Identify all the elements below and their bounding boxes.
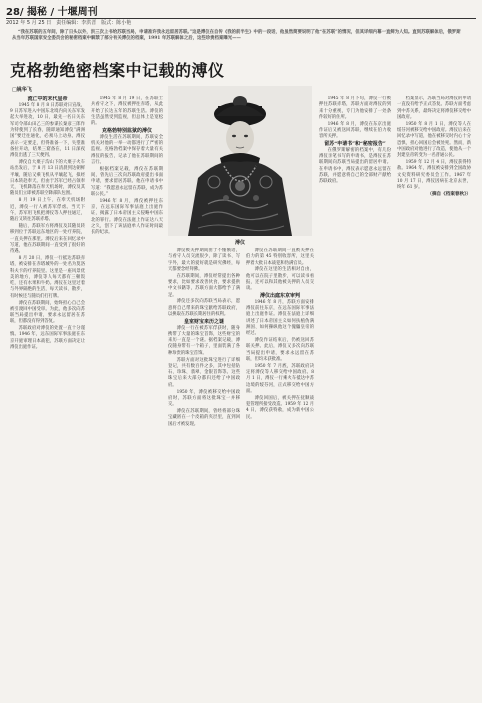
paragraph: 溥仪还多次向苏联当局表示，愿意将自己带来的珠宝献给苏联政府，以换取在苏联长期居住的权利。 xyxy=(168,299,240,317)
paragraph: 根据档案记载，溥仪在苏联期间，曾先后三次向苏联政府提出书面申请，要求留居苏联。他在申请书中写道：“我愿意永远留在苏联，成为苏联公民。” xyxy=(91,166,163,197)
source-note: （摘自《档案春秋》） xyxy=(427,191,471,197)
subhead-4: 溥仪出庭东京审判 xyxy=(259,293,300,300)
portrait-photo xyxy=(168,86,312,236)
paragraph: 溥仪在苏联期间，曾经将部分珠宝藏匿在一个皮箱的夹层里，直到回国后才被发现。 xyxy=(168,408,240,427)
paragraph: 溥仪作证结束后，仍被送回苏联关押。此后，溥仪又多次向苏联当局提出申请，要求永远留在苏联，但均未获批准。 xyxy=(246,338,314,363)
paragraph: 溥仪生活在苏联期间，苏联安全机关对他的一举一动都进行了严密的监视。克格勃档案中保存着大量有关溥仪的报告，记录了他在苏联期间的言行。 xyxy=(91,134,163,165)
paragraph: 在苏联期间，溥仪经常提出各种要求，比如要求改善伙食，要求提供中文书籍等，苏联方面大都给予了满足。 xyxy=(168,273,240,298)
paragraph: 1959 年 12 月 4 日，溥仪获得特赦。1964 年，溥仪被安排到全国政协文史资料研究委员会工作。1967 年 10 月 17 日，溥仪因病在北京去世，终年 61 岁。 xyxy=(397,159,471,191)
page-label: 28/ 揭秘 / 十堰周刊 xyxy=(6,7,98,18)
paragraph: 溥仪被关押期间由于不懂俄语，与看守人员交流很少，除了读书、写字外，最大的爱好就是研究佛经，每天都要念经拜佛。 xyxy=(168,248,240,272)
paragraph: 1946 年 8 月，溥仪被押往东京，在远东国际军事法庭上出庭作证，揭露了日本帝国主义侵略中国东北的罪行。溥仪在法庭上作证达八天之久，创下了该法庭单人作证时间最长的纪录。 xyxy=(91,198,163,236)
portrait-figure-icon xyxy=(168,86,312,236)
paragraph: 1946 年 8 月，溥仪在东京出庭作证后又被送回苏联，继续在伯力收容所关押。 xyxy=(319,121,391,140)
paragraph: 溥仪一行在被苏军俘获时，随身携带了大量的珠宝首饰，这些财宝的来历一直是一个谜。据档案记载，溥仪随身带有一个箱子，里面装满了各种珍贵的珠宝首饰。 xyxy=(168,325,240,356)
subhead-1: 流亡中的末代皇帝 xyxy=(27,96,68,102)
paragraph: 溥仪自大栗子沟山下的大栗子火车站出发后，于 8 月 13 日清晨到达朝鲜平壤，随后又乘飞机从平壤起飞，拟经日本转赴奉天。但由于苏军已经占领奉天，飞机降落在奉天机场时，溥仪及其随员们立即被苏联空降部队包围。 xyxy=(10,159,85,197)
paragraph: 苏联方面对这批珠宝进行了详细登记，共有数百件之多，其中包括钻石、珍珠、翡翠、金银首饰等。这些珠宝后来大部分都归还给了中国政府。 xyxy=(168,357,240,388)
paragraph: 溥仪在苏联期间一直被关押在伯力的第 45 特别收容所，这里关押着大批日本战犯和伪满官员。 xyxy=(246,248,314,266)
paragraph: 1945 年 8 月 19 日，在苏联士兵看守之下，溥仪被押往赤塔，从此开始了长达五年的苏联生活。溥仪的生活虽然受到监视，但总体上是宽松的。 xyxy=(91,96,163,127)
column-6 xyxy=(397,96,471,694)
paragraph: 溥仪在苏联期间，始终担心自己会被引渡回中国受审。为此，他多次向苏联当局提出申请，要求永远留居在苏联，但都没有得到答复。 xyxy=(10,300,85,325)
paragraph: 1950 年 7 月底，苏联政府决定将溥仪等人移交给中国政府。8 月 1 日，溥仪一行乘火车抵达中苏边境的绥芬河，正式移交给中国方面。 xyxy=(246,363,314,395)
column-4 xyxy=(246,248,314,694)
paragraph: 1945 年 8 月 8 日苏联对日宣战，9 日苏军进入中国东北境内向关东军发起大举进攻，10 日，最先一名日关东军司令部山田乙三的参谋长秦彦三郎作为特使到了长春，随即通知溥仪“满洲国”要迁往通化，必须马上动身。溥仪表示一定要走，但得准备一下，失望准备拉开动，结果三窟备在，11 日深夜溥仪出逃了三天便到。 xyxy=(10,102,85,159)
paragraph: 8 月 19 日上午，在奉天机场附近，溥仪一行人被苏军俘虏。当天下午，苏军用飞机把溥仪等人押往通辽，随后又转往苏联赤塔。 xyxy=(10,198,85,223)
article-title: 克格勃绝密档案中记载的溥仪 xyxy=(10,61,225,80)
paragraph: 随后，苏联军方将溥仪及其随员转移到位于苏联远东地区的一处疗养院，一直关押在那里。溥仪后来在回忆录中写道，他在苏联期间一直受到了很好的待遇。 xyxy=(10,223,85,255)
photo-caption: 溥仪 xyxy=(234,240,245,246)
paragraph: 1945 年 8 月下旬，溥仪一行被押往苏联赤塔，苏联方面对溥仪的到来十分重视，专门为他安排了一处条件较好的住所。 xyxy=(319,96,391,120)
column-5 xyxy=(319,96,391,694)
paragraph: 苏联政府对溥仪的处置一直十分谨慎。1946 年，远东国际军事法庭在东京开庭审理日本战犯，苏联方面决定让溥仪出庭作证。 xyxy=(10,326,85,351)
paragraph: 在俄罗斯解密的档案中，有几份溥仪亲笔书写的申请书，是溥仪在苏联期间向苏联当局提出的留居申请。在申请书中，溥仪表示愿意永远留在苏联，并愿意将自己的全部财产献给苏联政府。 xyxy=(319,147,391,185)
paragraph: 档案显示，苏联当局对溥仪的申请一直没有给予正式答复。苏联方面考虑到中苏关系，最终决定将溥仪移交给中国政府。 xyxy=(397,96,471,120)
subhead-3: 皇室财宝来历之谜 xyxy=(183,318,224,325)
column-1 xyxy=(10,96,85,694)
paragraph: 8 月 20 日，溥仪一行抵达苏联赤塔，被安排在赤塔城外的一处名为莫洛科夫卡的疗养院里。这里是一座风景优美的地方，溥仪等人每天都有三顿饭吃，还有水果和牛奶。溥仪在这里过着与外界隔绝的生活，每天读书、散步，有时候还与随员们打打牌。 xyxy=(10,255,85,299)
paragraph: 溥仪回国后，被关押在抚顺战犯管理所接受改造。1959 年 12 月 4 日，溥仪获特赦，成为新中国公民。 xyxy=(246,395,314,420)
page-header xyxy=(6,3,476,17)
paragraph: 1950 年，溥仪被移交给中国政府时，苏联方面将这批珠宝一并移交。 xyxy=(168,389,240,408)
intro-paragraph: “我在苏联的五年间，除了日头以外，洪三次上书给苏联当局，申请准许我永远留居苏联。”这是溥仪在自传《我的前半生》中的一段话，他虽然简要说明了他“在苏联”的情况，但其详细内幕一直鲜为人知。直到苏联解体后，俄罗斯从当年苏联国家安全委员会的秘密档案中解禁了部分有关溥仪的档案，1991 年苏联解体之后，这些珍贵档案曝光—— xyxy=(12,30,461,42)
column-2 xyxy=(91,96,163,694)
byline: □姚华飞 xyxy=(12,87,32,93)
paragraph: 溥仪在这里的生活相对自由，他可以在院子里散步，可以读书看报，还可以和其他被关押的人员交谈。 xyxy=(246,267,314,292)
subhead-2: 克格勃特别监狱的溥仪 xyxy=(101,127,152,134)
column-3 xyxy=(168,248,240,694)
subhead-5: 留苏“申请书”和“秘密报告” xyxy=(324,141,386,148)
paragraph: 1946 年 8 月，苏联方面安排溥仪前往东京，在远东国际军事法庭上出庭作证。溥仪在法庭上详细讲述了日本帝国主义如何扶植伪满洲国、如何操纵他这个傀儡皇帝的经过。 xyxy=(246,299,314,337)
paragraph: 1950 年 8 月 1 日，溥仪等人在绥芬河被移交给中国政府。溥仪后来在回忆录中写道，他在被移交时内心十分恐惧，担心回国后会被处死。然而，新中国政府对他进行了改造，使他从一个封建皇帝转变为一名普通公民。 xyxy=(397,121,471,159)
dateline: 2012 年 5 月 25 日 责任编辑：李洪晋 版式：陈小艳 xyxy=(6,20,132,26)
